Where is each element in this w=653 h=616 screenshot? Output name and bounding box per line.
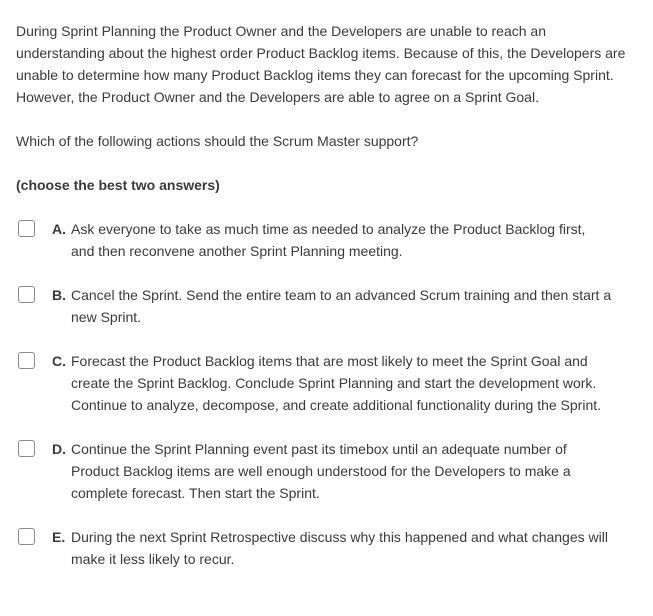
checkbox-option-e[interactable] — [18, 528, 35, 545]
option-text: Continue the Sprint Planning event past its timebox until an adequate number of Product Backlog items are well enough understood for the Developers to make a complete forecast. Then start the Sprint. — [71, 441, 571, 501]
answer-option-b-content — [52, 284, 612, 328]
checkbox-option-d[interactable] — [18, 440, 35, 457]
answer-option-b[interactable] — [16, 284, 637, 328]
answer-option-a-content — [52, 218, 612, 262]
answer-instruction: (choose the best two answers) — [16, 177, 220, 193]
answer-option-c-content — [52, 350, 612, 416]
option-letter: B. — [52, 287, 66, 303]
question-prompt: Which of the following actions should the Scrum Master support? — [16, 133, 419, 149]
option-letter: E. — [52, 529, 66, 545]
answer-option-e[interactable] — [16, 526, 637, 570]
answer-option-d-content — [52, 438, 612, 504]
question-text: During Sprint Planning the Product Owner and the Developers are unable to reach an understanding about the highest order Product Backlog items. Because of this, the Developers are unable to determine how many Product Backlog items they can forecast for the upcoming Sprint. However, the Product Owner and the Developers are able to agree on a Sprint Goal. — [16, 23, 626, 105]
answer-option-e-content — [52, 526, 612, 570]
option-text: During the next Sprint Retrospective discuss why this happened and what changes will make it less likely to recur. — [71, 529, 608, 567]
answer-option-c[interactable] — [16, 350, 637, 416]
option-letter: A. — [52, 221, 66, 237]
answer-options — [16, 218, 637, 570]
checkbox-option-c[interactable] — [18, 352, 35, 369]
option-letter: C. — [52, 353, 66, 369]
checkbox-option-a[interactable] — [18, 220, 35, 237]
checkbox-option-b[interactable] — [18, 286, 35, 303]
option-text: Ask everyone to take as much time as needed to analyze the Product Backlog first, and then reconvene another Sprint Planning meeting. — [71, 221, 586, 259]
answer-option-d[interactable] — [16, 438, 637, 504]
option-text: Forecast the Product Backlog items that are most likely to meet the Sprint Goal and create the Sprint Backlog. Conclude Sprint Planning and start the development work. Continue to analyze, decompose, and create additional functionality during the Sprint. — [71, 353, 602, 413]
answer-option-a[interactable] — [16, 218, 637, 262]
option-text: Cancel the Sprint. Send the entire team to an advanced Scrum training and then start a new Sprint. — [71, 287, 612, 325]
option-letter: D. — [52, 441, 66, 457]
